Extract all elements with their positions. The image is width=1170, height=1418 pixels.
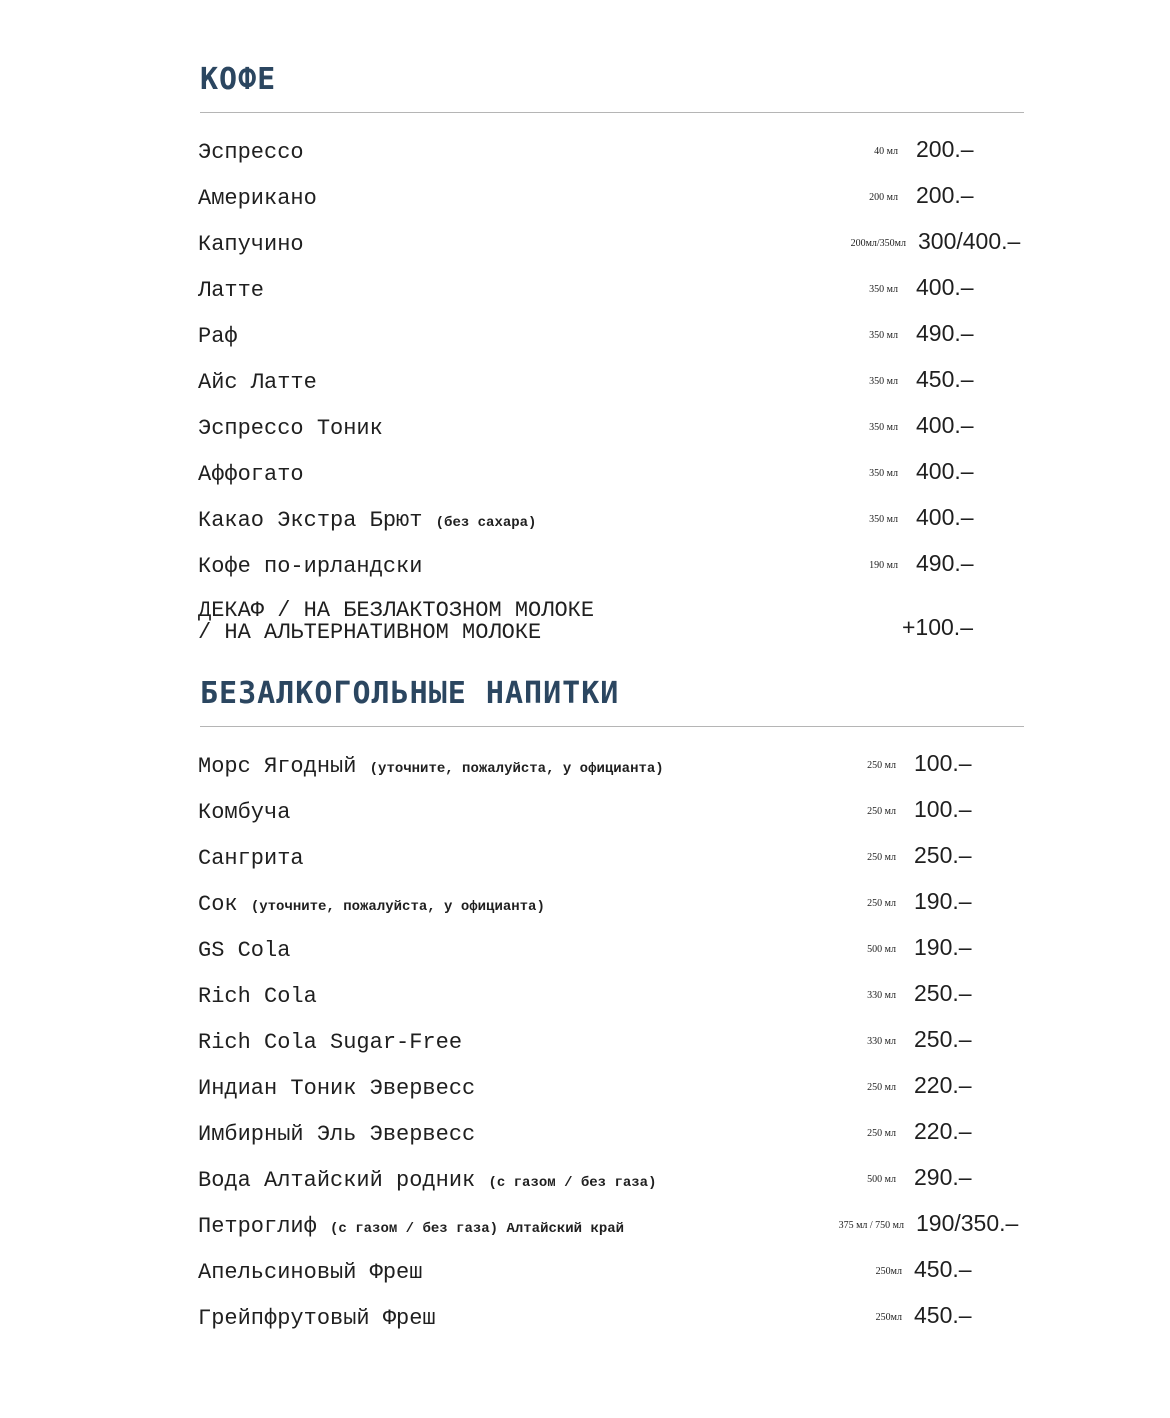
- item-volume: 250мл: [875, 1312, 902, 1323]
- item-price: 220.–: [914, 1118, 972, 1144]
- item-name: Эспрессо: [198, 140, 304, 165]
- item-price: 400.–: [916, 274, 974, 300]
- item-volume: 350 мл: [869, 514, 898, 525]
- item-volume: 250 мл: [867, 1082, 896, 1093]
- item-volume: 250 мл: [867, 898, 896, 909]
- item-name: Айс Латте: [198, 370, 317, 395]
- item-price: 400.–: [916, 412, 974, 438]
- item-price: 490.–: [916, 320, 974, 346]
- item-name: Сок: [198, 892, 238, 917]
- menu-item: [198, 978, 1038, 1018]
- item-volume: 375 мл / 750 мл: [838, 1220, 904, 1231]
- item-price: 450.–: [914, 1302, 972, 1328]
- item-price: 190.–: [914, 934, 972, 960]
- item-name: GS Cola: [198, 938, 291, 963]
- item-price: 250.–: [914, 1026, 972, 1052]
- menu-item: [198, 794, 1038, 834]
- item-price: 490.–: [916, 550, 974, 576]
- menu-item: [198, 1300, 1038, 1340]
- item-volume: 200мл/350мл: [850, 238, 906, 249]
- menu-item: [198, 456, 1038, 496]
- item-volume: 250 мл: [867, 852, 896, 863]
- item-volume: 500 мл: [867, 1174, 896, 1185]
- item-name: Вода Алтайский родник: [198, 1168, 476, 1193]
- item-note: (уточните, пожалуйста, у официанта): [250, 899, 545, 915]
- item-volume: 500 мл: [867, 944, 896, 955]
- item-name: Раф: [198, 324, 238, 349]
- item-volume: 190 мл: [869, 560, 898, 571]
- coffee-section-title: КОФЕ: [200, 62, 277, 97]
- item-price: 200.–: [916, 136, 974, 162]
- item-name: Кофе по-ирландски: [198, 554, 423, 579]
- item-volume: 250 мл: [867, 760, 896, 771]
- item-price: 100.–: [914, 796, 972, 822]
- item-volume: 250 мл: [867, 1128, 896, 1139]
- menu-item: [198, 226, 1038, 266]
- menu-item: [198, 548, 1038, 588]
- item-volume: 350 мл: [869, 330, 898, 341]
- item-note: (с газом / без газа) Алтайский край: [330, 1221, 625, 1237]
- menu-item: [198, 272, 1038, 312]
- item-name: Петроглиф: [198, 1214, 317, 1239]
- menu-item: [198, 134, 1038, 174]
- item-volume: 350 мл: [869, 376, 898, 387]
- coffee-divider: [200, 112, 1024, 113]
- item-price: 250.–: [914, 842, 972, 868]
- item-name: Американо: [198, 186, 317, 211]
- menu-item: [198, 932, 1038, 972]
- item-note: (уточните, пожалуйста, у официанта): [369, 761, 664, 777]
- item-name: Индиан Тоник Эвервесс: [198, 1076, 476, 1101]
- menu-item: [198, 180, 1038, 220]
- extra-line-1: ДЕКАФ / НА БЕЗЛАКТОЗНОМ МОЛОКЕ: [198, 598, 595, 623]
- menu-item: [198, 1024, 1038, 1064]
- item-name: Какао Экстра Брют: [198, 508, 423, 533]
- extra-line-2: / НА АЛЬТЕРНАТИВНОМ МОЛОКЕ: [198, 620, 542, 645]
- item-note: (без сахара): [435, 515, 537, 531]
- item-price: 450.–: [914, 1256, 972, 1282]
- menu-item: [198, 364, 1038, 404]
- item-volume: 250 мл: [867, 806, 896, 817]
- item-price: 450.–: [916, 366, 974, 392]
- item-name: Морс Ягодный: [198, 754, 357, 779]
- menu-item: [198, 748, 1038, 788]
- item-price: 300/400.–: [918, 228, 1021, 254]
- item-volume: 350 мл: [869, 468, 898, 479]
- item-price: 290.–: [914, 1164, 972, 1190]
- menu-item: [198, 318, 1038, 358]
- item-name: Rich Cola: [198, 984, 317, 1009]
- item-price: 400.–: [916, 458, 974, 484]
- item-price: 190.–: [914, 888, 972, 914]
- item-volume: 250мл: [875, 1266, 902, 1277]
- item-name: Эспрессо Тоник: [198, 416, 383, 441]
- item-name: Апельсиновый Фреш: [198, 1260, 423, 1285]
- item-volume: 40 мл: [874, 146, 898, 157]
- menu-item: [198, 1070, 1038, 1110]
- item-name: Латте: [198, 278, 265, 303]
- menu-item: [198, 1208, 1038, 1248]
- item-name: Комбуча: [198, 800, 291, 825]
- item-note: (с газом / без газа): [488, 1175, 657, 1191]
- menu-item: [198, 840, 1038, 880]
- menu-item: [198, 410, 1038, 450]
- item-volume: 350 мл: [869, 422, 898, 433]
- item-volume: 330 мл: [867, 1036, 896, 1047]
- soft-drinks-section-title: БЕЗАЛКОГОЛЬНЫЕ НАПИТКИ: [200, 676, 620, 711]
- item-price: 400.–: [916, 504, 974, 530]
- item-name: Rich Cola Sugar-Free: [198, 1030, 463, 1055]
- extra-price: +100.–: [902, 614, 973, 640]
- menu-item: [198, 502, 1038, 542]
- item-name: Аффогато: [198, 462, 304, 487]
- menu-item: [198, 1162, 1038, 1202]
- item-volume: 330 мл: [867, 990, 896, 1001]
- item-price: 190/350.–: [916, 1210, 1019, 1236]
- item-name: Грейпфрутовый Фреш: [198, 1306, 436, 1331]
- item-name: Капучино: [198, 232, 304, 257]
- menu-item: [198, 1116, 1038, 1156]
- item-price: 200.–: [916, 182, 974, 208]
- item-name: Сангрита: [198, 846, 304, 871]
- menu-item: [198, 1254, 1038, 1294]
- item-price: 250.–: [914, 980, 972, 1006]
- coffee-extra-option: [198, 600, 1038, 648]
- item-price: 100.–: [914, 750, 972, 776]
- item-volume: 200 мл: [869, 192, 898, 203]
- menu-item: [198, 886, 1038, 926]
- soft-drinks-divider: [200, 726, 1024, 727]
- item-name: Имбирный Эль Эвервесс: [198, 1122, 476, 1147]
- item-volume: 350 мл: [869, 284, 898, 295]
- item-price: 220.–: [914, 1072, 972, 1098]
